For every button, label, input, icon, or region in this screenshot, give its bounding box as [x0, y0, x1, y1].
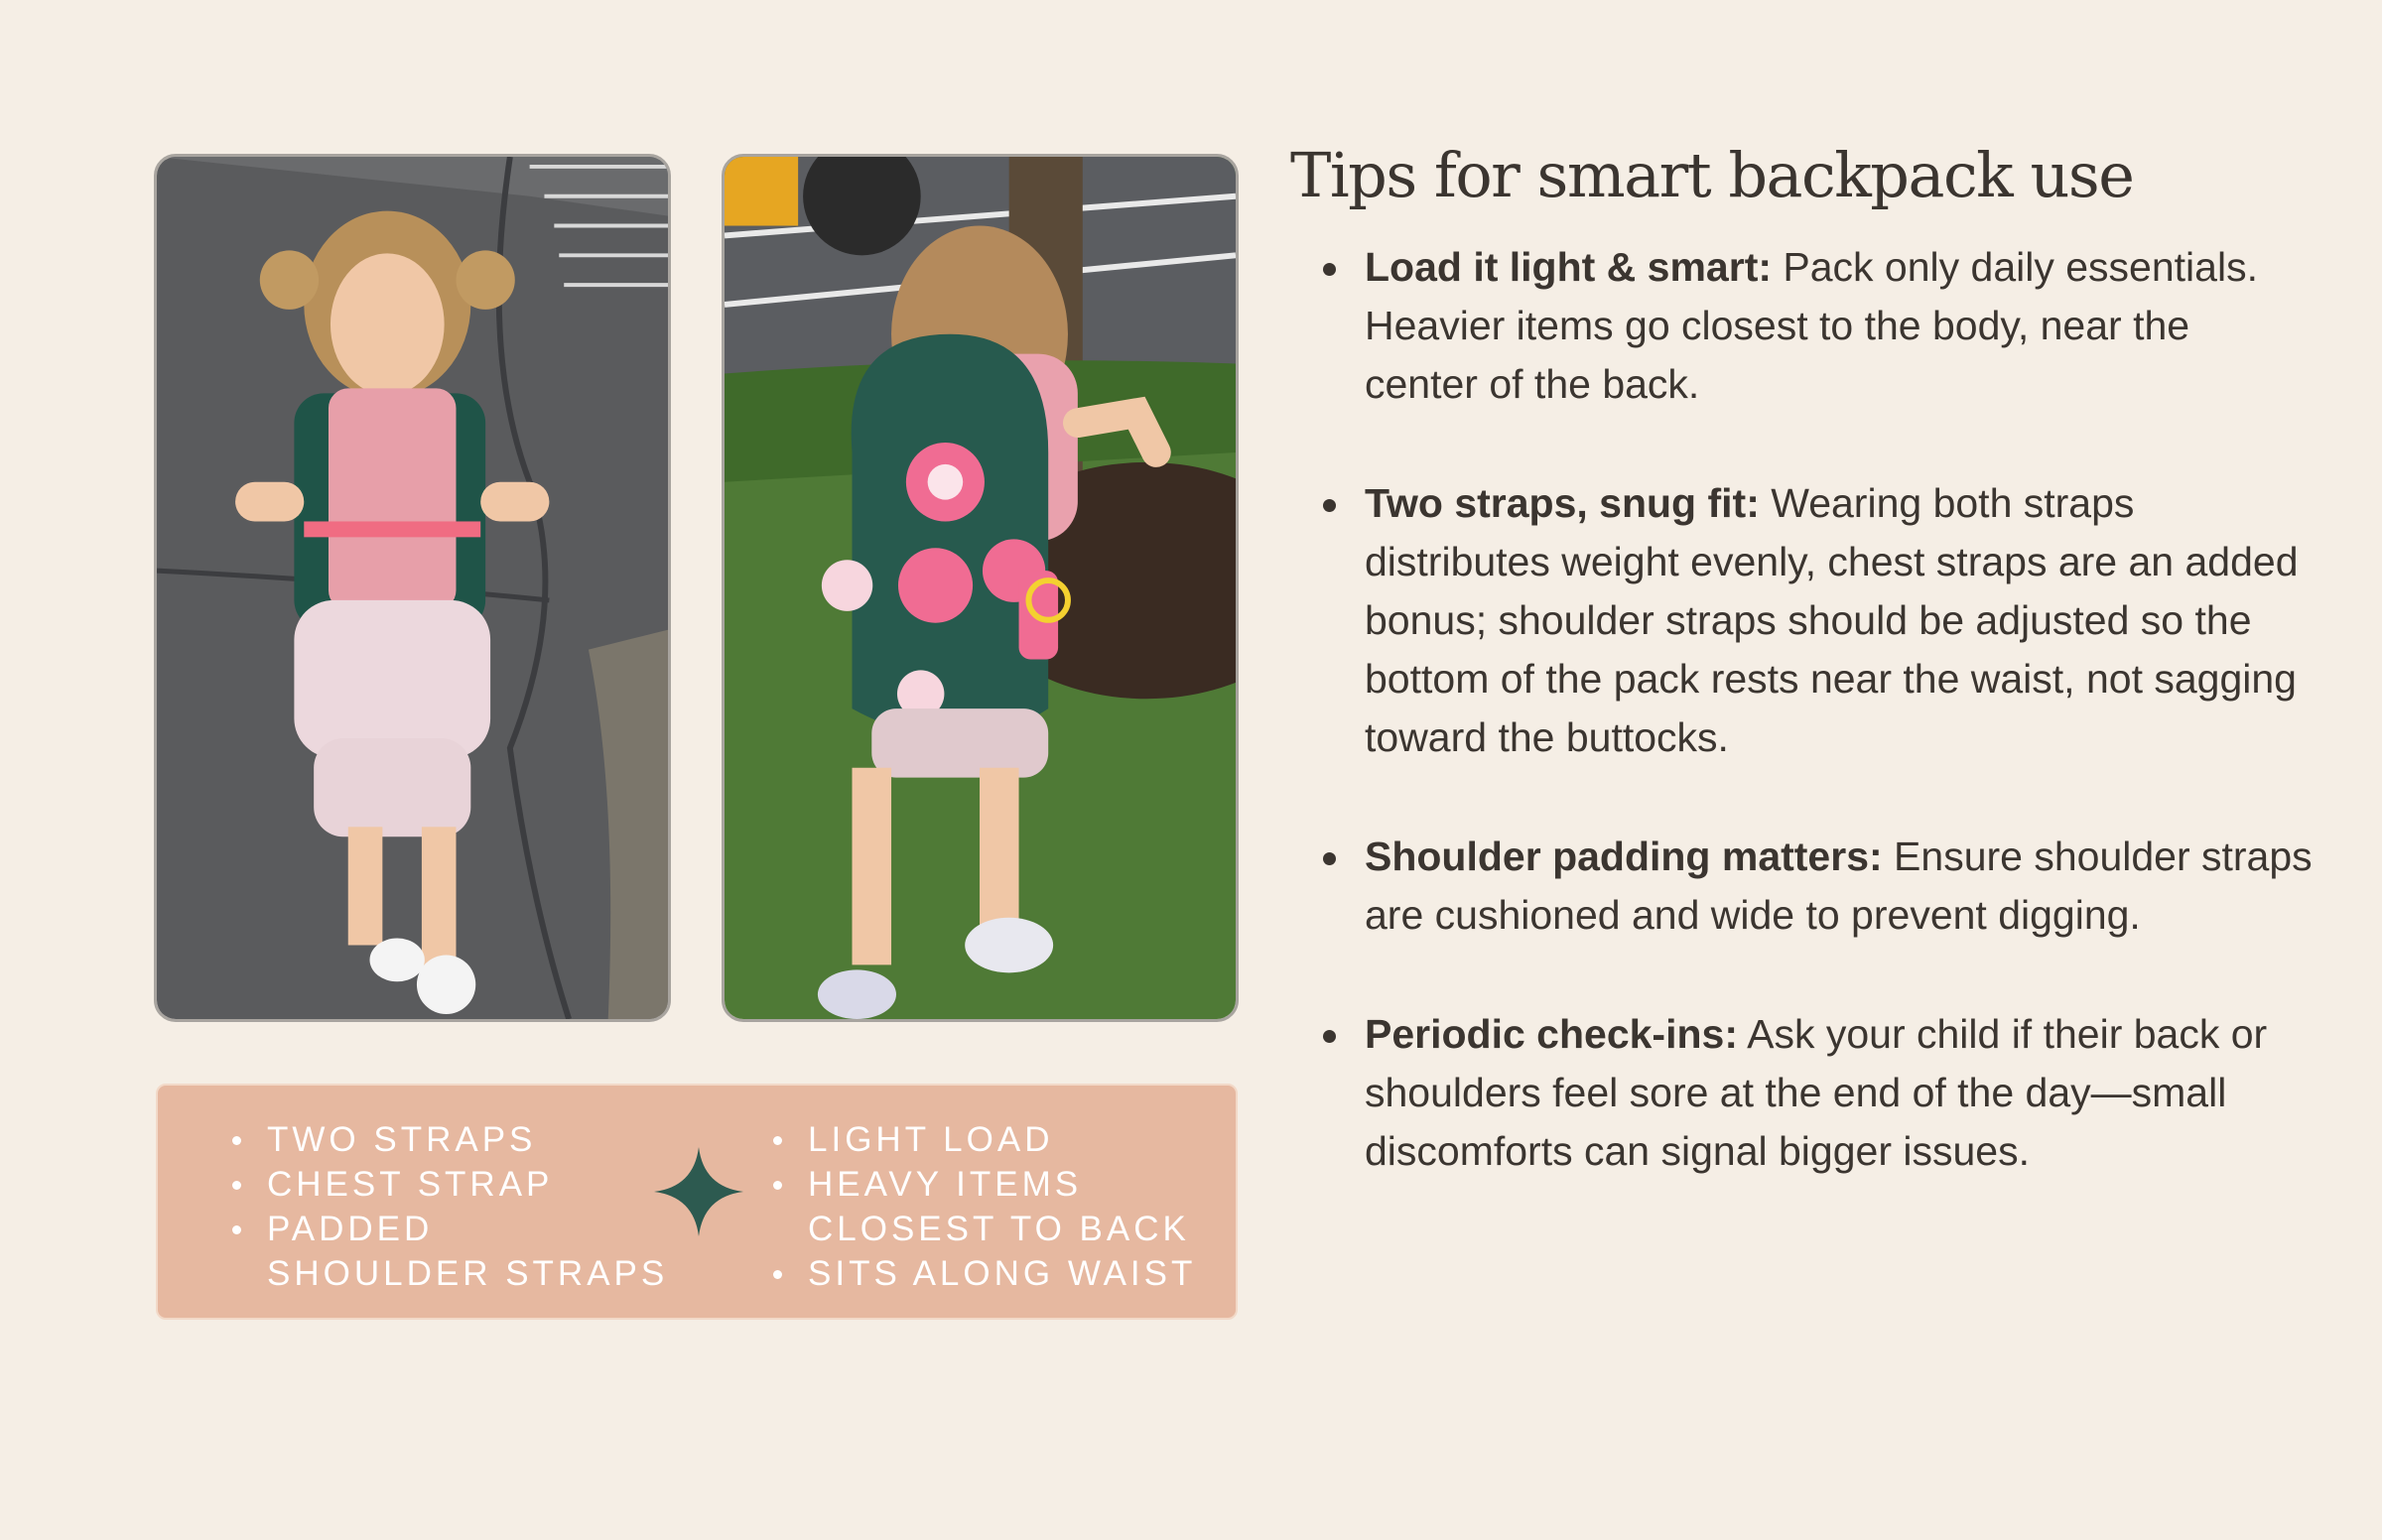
badge-item: SHOULDER STRAPS	[267, 1254, 669, 1293]
page-title: Tips for smart backpack use	[1290, 139, 2134, 211]
badge-item: CHEST STRAP	[227, 1162, 668, 1207]
summary-badge	[156, 1084, 1238, 1320]
badge-list-left	[227, 1117, 668, 1296]
badge-item: CLOSEST TO BACK	[808, 1210, 1190, 1248]
tip-item	[1320, 474, 2313, 767]
photo-front-view	[154, 154, 671, 1022]
badge-item: SITS ALONG WAIST	[768, 1251, 1196, 1296]
tip-text: Ask your child if their back or shoulders feel sore at the end of the day—small discomforts can signal bigger issues.	[1365, 1011, 2268, 1174]
tip-item	[1320, 1005, 2313, 1181]
photo-back-view	[722, 154, 1239, 1022]
tip-heading: Periodic check-ins:	[1365, 1011, 1738, 1057]
tip-item	[1320, 828, 2313, 945]
tip-text: Pack only daily essentials. Heavier items go closest to the body, near the center of the back.	[1365, 244, 2258, 407]
tip-heading: Two straps, snug fit:	[1365, 480, 1760, 526]
child-back-photo-icon	[725, 157, 1236, 1019]
badge-item: HEAVY ITEMS	[768, 1162, 1196, 1207]
tip-heading: Shoulder padding matters:	[1365, 834, 1883, 879]
badge-item: LIGHT LOAD	[768, 1117, 1196, 1162]
sparkle-star-icon	[654, 1147, 743, 1236]
tip-text: Wearing both straps distributes weight evenly, chest straps are an added bonus; shoulder straps should be adjusted so the bottom of the pack rests near the waist, not sagging toward the buttocks.	[1365, 480, 2299, 760]
child-front-photo-icon	[157, 157, 668, 1019]
tip-text: Ensure shoulder straps are cushioned and wide to prevent digging.	[1365, 834, 2313, 938]
badge-list-right	[768, 1117, 1196, 1296]
tip-heading: Load it light & smart:	[1365, 244, 1772, 290]
tip-item	[1320, 238, 2313, 414]
badge-item: TWO STRAPS	[227, 1117, 668, 1162]
tips-list	[1320, 238, 2313, 1241]
badge-item: PADDED	[227, 1207, 668, 1251]
